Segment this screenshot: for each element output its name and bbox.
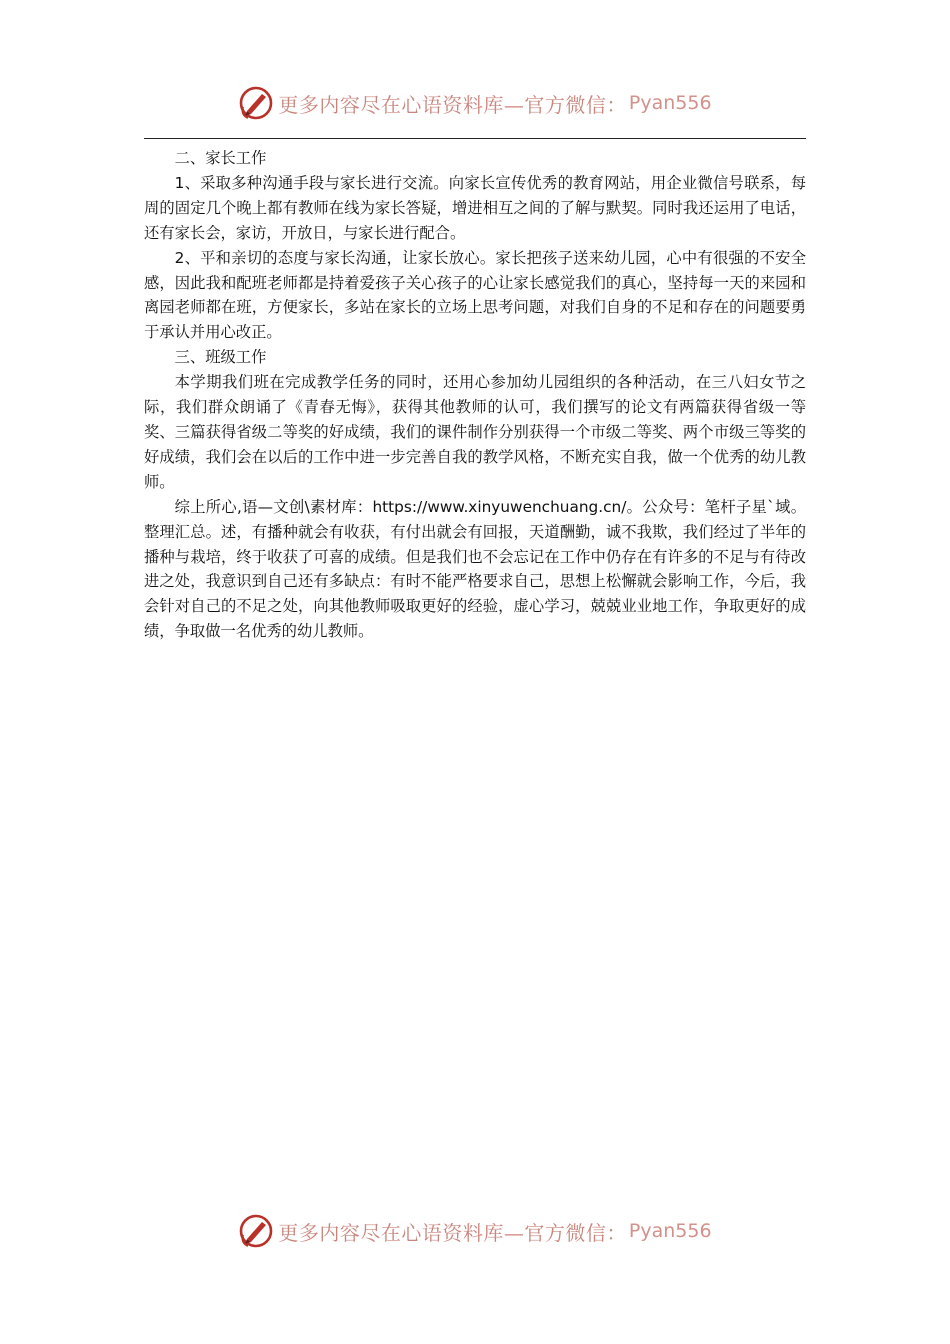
header-wechat-id: Pyan556 xyxy=(628,92,712,114)
pen-circle-logo-icon xyxy=(238,85,274,121)
footer-banner xyxy=(0,1209,950,1253)
header-divider xyxy=(144,138,806,139)
paragraph: 本学期我们班在完成教学任务的同时，还用心参加幼儿园组织的各种活动，在三八妇女节之际，我们群众朗诵了《青春无悔》，获得其他教师的认可，我们撰写的论文有两篇获得省级一等奖、三篇获得省级二等奖的好成绩，我们的课件制作分别获得一个市级二等奖、两个市级三等奖的好成绩，我们会在以后的工作中进一步完善自我的教学风格，不断充实自我，做一个优秀的幼儿教师。 xyxy=(144,373,806,491)
document-body xyxy=(144,146,806,644)
paragraph: 1、采取多种沟通手段与家长进行交流。向家长宣传优秀的教育网站，用企业微信号联系，每周的固定几个晚上都有教师在线为家长答疑，增进相互之间的了解与默契。同时我还运用了电话，还有家长会，家访，开放日，与家长进行配合。 xyxy=(144,173,806,242)
paragraph: 综上所心,语—文创\素材库：https://www.xinyuwenchuang.cn/。公众号：笔杆子星`域。整理汇总。述，有播种就会有收获，有付出就会有回报，天道酬勤，诚不我欺，我们经过了半年的播种与栽培，终于收获了可喜的成绩。但是我们也不会忘记在工作中仍存在有许多的不足与有待改进之处，我意识到自己还有多缺点：有时不能严格要求自己，思想上松懈就会影响工作，今后，我会针对自己的不足之处，向其他教师吸取更好的经验，虚心学习，兢兢业业地工作，争取更好的成绩，争取做一名优秀的幼儿教师。 xyxy=(144,497,806,641)
pen-circle-logo-icon xyxy=(238,1213,274,1249)
header-banner xyxy=(0,81,950,125)
paragraph: 2、平和亲切的态度与家长沟通，让家长放心。家长把孩子送来幼儿园，心中有很强的不安全感，因此我和配班老师都是持着爱孩子关心孩子的心让家长感觉我们的真心，坚持每一天的来园和离园老师都在班，方便家长，多站在家长的立场上思考问题，对我们自身的不足和存在的问题要勇于承认并用心改正。 xyxy=(144,248,806,342)
header-banner-text: 更多内容尽在心语资料库—官方微信： xyxy=(278,92,627,117)
section-heading-class: 三、班级工作 xyxy=(174,348,267,367)
footer-banner-text: 更多内容尽在心语资料库—官方微信： xyxy=(278,1220,627,1245)
section-heading-parents: 二、家长工作 xyxy=(174,149,267,167)
footer-wechat-id: Pyan556 xyxy=(628,1220,712,1242)
